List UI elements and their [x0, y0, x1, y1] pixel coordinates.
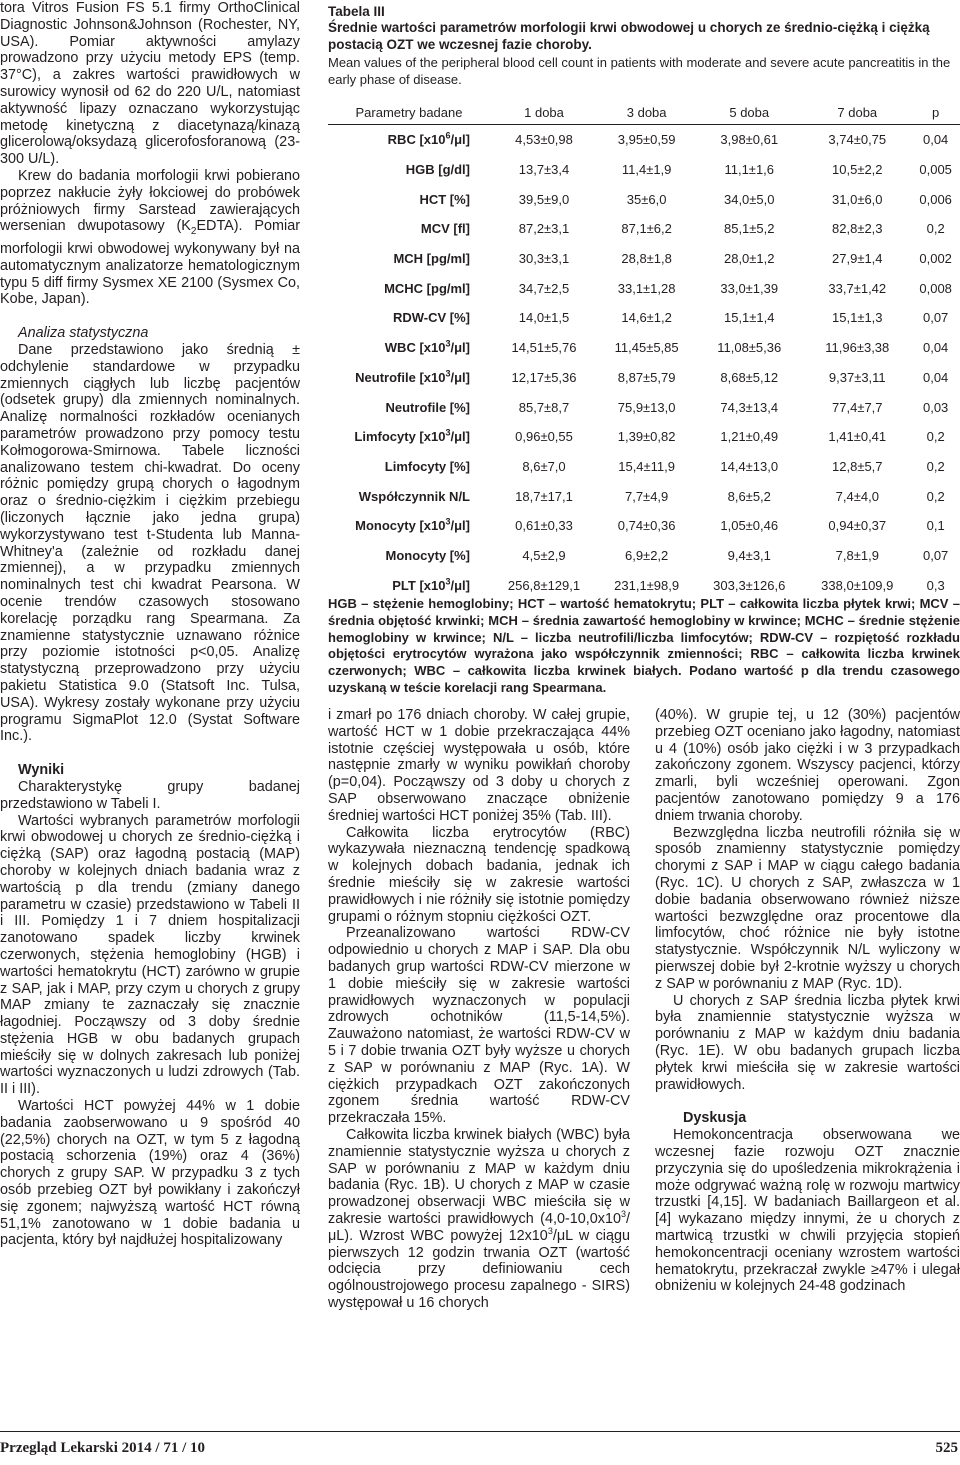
value-cell: 14,6±1,2 [621, 310, 672, 326]
p-value-cell: 0,2 [926, 429, 945, 445]
value-cell: 1,21±0,49 [720, 429, 779, 445]
table-header-row [328, 100, 960, 125]
table-row [328, 214, 960, 244]
p-value-cell: 0,2 [926, 221, 945, 237]
p-value-cell: 0,3 [926, 577, 945, 593]
value-cell: 9,37±3,11 [828, 369, 886, 385]
header-parameter: Parametry badane [355, 104, 463, 120]
value-cell: 0,74±0,36 [617, 518, 676, 534]
table-row [328, 481, 960, 511]
header-day-5: 5 doba [729, 104, 770, 120]
value-cell: 85,1±5,2 [723, 221, 775, 237]
results-heading: Wyniki [18, 762, 65, 779]
value-cell: 7,7±4,9 [624, 488, 669, 504]
table-row [328, 125, 960, 155]
table-label: Tabela III [328, 4, 385, 19]
right-paragraph-3: U chorych z SAP średnia liczba płytek krwi była znamiennie statystycznie wyższa w porównaniu z MAP w każdym dniu badania (Ryc. 1E). W obu badanych grupach liczba płytek krwi mieściła się w zakresie wartości prawidłowych. [655, 992, 960, 1093]
value-cell: 85,7±8,7 [518, 399, 570, 415]
value-cell: 7,8±1,9 [835, 547, 879, 563]
value-cell: 28,8±1,8 [621, 251, 672, 267]
parameter-name-cell: HGB [g/dl] [405, 162, 470, 178]
value-cell: 11,96±3,38 [825, 340, 890, 356]
value-cell: 74,3±13,4 [720, 399, 779, 415]
p-value-cell: 0,005 [919, 162, 952, 178]
value-cell: 87,2±3,1 [518, 221, 570, 237]
stats-paragraph: Dane przedstawiono jako średnią ± odchylenie standardowe w przypadku zmiennych ciągłych lub liczbę pacjentów (odsetek grupy) dla zmiennych nominalnych. Analizę normalności rozkładów ocenianych parametrów prowadzono przy pomocy testu Kołmogorowa-Smirnowa. Tabele liczności analizowano testem chi-kwadrat. Do oceny różnic pomiędzy grupą chorych o łagodnym oraz o średnio-ciężkim i ciężkim przebiegu (liczonych łącznie jako jedna grupa) wykorzystywano test t-Studenta lub Manna-Whitney'a (zależnie od rozkładu danej zmiennej), a w przypadku zmiennych nominalnych test chi kwadrat Pearsona. W ocenie trendów czasowych stosowano korelację porządku rang Spearmana. Za znamienne statystycznie uznawano różnice przy poziomie istotności p<0,05. Analizę statystyczną przeprowadzono przy użyciu pakietu Statistica 9.0 (Statsoft Inc. Tulsa, USA). Wykresy zostały wykonane przy użyciu programu SigmaPlot 12.0 (Systat Software Inc.). [0, 342, 300, 745]
value-cell: 34,0±5,0 [723, 191, 775, 207]
p-value-cell: 0,07 [922, 547, 949, 563]
footer-divider [0, 1431, 960, 1432]
table-title-english: Mean values of the peripheral blood cell count in patients with moderate and severe acute pancreatitis in the early phase of disease. [328, 55, 951, 87]
right-paragraph-1: (40%). W grupie tej, u 12 (30%) pacjentów przebieg OZT oceniano jako łagodny, natomiast u 4 (10%) osób jako ciężki i w 3 przypadkach zakończony zgonem. Wszyscy pacjenci, którzy zmarli, byli wcześniej operowani. Zgon pacjentów zanotowano pomiędzy 9 a 176 dniem trwania choroby. [655, 707, 960, 824]
header-day-7: 7 doba [837, 104, 878, 120]
results-paragraph-2: Wartości wybranych parametrów morfologii krwi obwodowej u chorych ze średnio-ciężką i ciężką (SAP) oraz łagodną postacią (MAP) choroby w kolejnych dniach badania wraz z wartością p dla trendu (zmiany danego parametru w czasie) przedstawiono w Tabeli II i III. Pomiędzy 1 i 7 dniem hospitalizacji zanotowano spadek liczby krwinek czerwonych, stężenia hemoglobiny (HGB) i wartości hematokrytu (HCT) zarówno w grupie z SAP, jak i MAP, przy czym u chorych z grupy MAP zmiany te zaznaczały się znacznie łagodniej. Począwszy od 3 doby średnie stężenia HGB w obu badanych grupach mieściły się w dolnych zakresach lub poniżej wartości wyznaczonych u ludzi zdrowych (Tab. II i III). [0, 812, 300, 1098]
value-cell: 30,3±3,1 [518, 251, 570, 267]
methods-intro-paragraph: tora Vitros Fusion FS 5.1 firmy OrthoClinical Diagnostic Johnson&Johnson (Rochester, NY, USA). Pomiar aktywności amylazy prowadzono przy użyciu metody EPS (temp. 37°C), a zakres wartości prawidłowych w surowicy wynosił od 62 do 220 U/L, natomiast aktywność lipazy oznaczano wykorzystując metodę kinetyczną z diacetynazą/kinazą glicerolową/oksydazą glicerofosforanową (23-300 U/L). [0, 0, 300, 168]
p-value-cell: 0,006 [919, 191, 952, 207]
value-cell: 15,4±11,9 [618, 458, 676, 474]
value-cell: 3,98±0,61 [720, 132, 779, 148]
value-cell: 1,39±0,82 [617, 429, 676, 445]
value-cell: 4,5±2,9 [522, 547, 566, 563]
blood-count-table [328, 100, 960, 600]
table-row [328, 333, 960, 363]
parameter-name-cell: Limfocyty $[x10^3/\mu l]$ [354, 427, 470, 445]
value-cell: 33,7±1,42 [828, 280, 887, 296]
value-cell: 35±6,0 [626, 191, 667, 207]
value-cell: 7,4±4,0 [835, 488, 879, 504]
blood-sampling-paragraph: Krew do badania morfologii krwi pobierano poprzez nakłucie żyły łokciowej do probówek próżniowych firmy Sarstead zawierających wersenian dwupotasowy $(K_2EDTA)$. Pomiar morfologii krwi obwodowej wykonywany był na automatycznym analizatorze hematologicznym typu 5 diff firmy Sysmex XE 2100 (Sysmex Co, Kobe, Japan). [0, 167, 300, 308]
stats-heading: Analiza statystyczna [18, 325, 149, 342]
table-row [328, 184, 960, 214]
parameter-name-cell: Monocyty $[x10^3/\mu l]$ [355, 516, 470, 534]
table-row [328, 155, 960, 185]
parameter-name-cell: RBC $[x10^6/\mu l]$ [387, 131, 470, 148]
table-row [328, 273, 960, 303]
p-value-cell: 0,2 [926, 458, 945, 474]
middle-paragraph-1: i zmarł po 176 dniach choroby. W całej grupie, wartość HCT w 1 dobie przekraczająca 44% istotnie częściej występowała u osób, które następnie zmarły w wyniku powikłań choroby (p=0,04). Począwszy od 3 doby u chorych z SAP obserwowano znaczące obniżenie średniej wartości HCT poniżej 35% (Tab. III). [328, 707, 630, 824]
page-number: 525 [935, 1440, 958, 1456]
value-cell: 4,53±0,98 [515, 132, 573, 148]
p-value-cell: 0,008 [919, 280, 952, 296]
value-cell: 77,4±7,7 [832, 399, 883, 415]
value-cell: 1,05±0,46 [720, 518, 779, 534]
parameter-name-cell: PLT $[x10^3/\mu l]$ [392, 576, 470, 593]
parameter-name-cell: MCHC [pg/ml] [384, 280, 470, 296]
journal-citation: Przegląd Lekarski 2014 / 71 / 10 [0, 1440, 205, 1456]
value-cell: 338,0±109,9 [821, 577, 894, 593]
discussion-heading: Dyskusja [683, 1110, 747, 1127]
table-row [328, 452, 960, 482]
value-cell: 11,1±1,6 [724, 162, 775, 178]
p-value-cell: 0,002 [919, 251, 952, 267]
table-row [328, 422, 960, 452]
value-cell: 13,7±3,4 [518, 162, 570, 178]
value-cell: 75,9±13,0 [617, 399, 676, 415]
parameter-name-cell: Limfocyty [%] [384, 458, 470, 474]
value-cell: 256,8±129,1 [507, 577, 581, 593]
value-cell: 11,4±1,9 [621, 162, 672, 178]
value-cell: 82,8±2,3 [832, 221, 883, 237]
value-cell: 18,7±17,1 [515, 488, 573, 504]
value-cell: 27,9±1,4 [832, 251, 883, 267]
value-cell: 3,74±0,75 [828, 132, 887, 148]
discussion-paragraph-1: Hemokoncentracja obserwowana we wczesnej fazie rozwoju OZT znacznie przyczynia się do upośledzenia mikrokrążenia i może odgrywać ważną rolę w rozwoju martwicy trzustki [4,15]. W badaniach Baillargeon et al. [4] wykazano między innymi, że u chorych z martwicą trzustki w chwili przyjęcia stopień hemokoncentracji oceniany wzrostem wartości hematokrytu, przekraczał zwykle ≥47% i ulegał obniżeniu w kolejnych 24-48 godzinach [655, 1127, 960, 1295]
value-cell: 11,08±5,36 [717, 340, 782, 356]
value-cell: 11,45±5,85 [614, 340, 679, 356]
value-cell: 33,1±1,28 [617, 280, 676, 296]
parameter-name-cell: Monocyty [%] [385, 547, 470, 563]
p-value-cell: 0,07 [922, 310, 949, 326]
value-cell: 12,17±5,36 [511, 369, 577, 385]
value-cell: 39,5±9,0 [518, 191, 570, 207]
value-cell: 31,0±6,0 [832, 191, 883, 207]
table-title: Średnie wartości parametrów morfologii krwi obwodowej u chorych ze średnio-ciężką i ciężką postacią OZT we wczesnej fazie choroby. [328, 20, 930, 52]
results-paragraph-1: Charakterystykę grupy badanej przedstawiono w Tabeli I. [0, 778, 300, 812]
table-row [328, 392, 960, 422]
left-text-column [0, 0, 300, 1249]
parameter-name-cell: MCV [fl] [420, 221, 470, 237]
p-value-cell: 0,1 [926, 518, 945, 534]
value-cell: 6,9±2,2 [624, 547, 669, 563]
value-cell: 0,96±0,55 [515, 429, 573, 445]
p-value-cell: 0,04 [922, 340, 949, 356]
p-value-cell: 0,04 [922, 132, 949, 148]
parameter-name-cell: HCT [%] [419, 191, 470, 207]
parameter-name-cell: MCH [pg/ml] [393, 251, 470, 267]
value-cell: 14,0±1,5 [518, 310, 570, 326]
value-cell: 34,7±2,5 [518, 280, 570, 296]
value-cell: 3,95±0,59 [617, 132, 676, 148]
middle-paragraph-4: Całkowita liczba krwinek białych (WBC) była znamiennie statystycznie wyższa u chorych z SAP w porównaniu z MAP w każdym dniu badania (Ryc. 1B). U chorych z MAP w czasie prowadzonej obserwacji WBC mieściła się w zakresie wartości prawidłowych $(4,0-10,0x10^3/\mu L)$. Wzrost WBC powyżej $12x10^3/\mu L$ w ciągu pierwszych 12 godzin trwania OZT (wartość odcięcia przy definiowaniu cech ogólnoustrojowego procesu zapalnego - SIRS) występował u 16 chorych [328, 1126, 630, 1311]
table-row [328, 541, 960, 571]
table-row [328, 244, 960, 274]
value-cell: 8,87±5,79 [617, 369, 676, 385]
value-cell: 9,4±3,1 [727, 547, 771, 563]
value-cell: 15,1±1,4 [723, 310, 775, 326]
value-cell: 8,6±7,0 [522, 458, 566, 474]
table-row [328, 511, 960, 541]
middle-paragraph-2: Całkowita liczba erytrocytów (RBC) wykazywała nieznaczną tendencję spadkową w kolejnych dobach badania, jednak ich średnie mieściły się w zakresie wartości prawidłowych i nie różniły się istotnie pomiędzy grupami o różnym stopniu ciężkości OZT. [328, 824, 630, 925]
value-cell: 14,51±5,76 [511, 340, 577, 356]
parameter-name-cell: Neutrofile [%] [385, 399, 470, 415]
results-paragraph-3: Wartości HCT powyżej 44% w 1 dobie badania zaobserwowano u 9 spośród 40 (22,5%) chorych na OZT, w tym 5 z łagodną postacią schorzenia (19%) oraz 4 (36%) chorych z grupy SAP. W przypadku 3 z tych osób przebieg OZT był powikłany i zakończył się zgonem; najwyższą wartość HCT równą 51,1% zanotowano w 1 dobie badania u pacjenta, który był najdłużej hospitalizowany [0, 1098, 300, 1249]
value-cell: 0,61±0,33 [515, 518, 573, 534]
value-cell: 10,5±2,2 [832, 162, 883, 178]
header-day-1: 1 doba [524, 104, 564, 120]
right-paragraph-2: Bezwzględna liczba neutrofili różniła się w sposób znamienny statystycznie pomiędzy chorymi z SAP i MAP w ciągu całego badania (Ryc. 1C). U chorych z SAP, zwłaszcza w 1 dobie badania obserwowano również niższe wartości bezwzględne oraz procentowe dla limfocytów, choć różnice nie były istotne statystycznie. Współczynnik N/L wyliczony w pierwszej dobie był 2-krotnie wyższy u chorych z SAP w porównaniu z MAP (Ryc. 1D). [655, 824, 960, 992]
value-cell: 231,1±98,9 [614, 577, 680, 593]
p-value-cell: 0,2 [926, 488, 945, 504]
parameter-name-cell: Neutrofile $[x10^3/\mu l]$ [355, 368, 470, 385]
value-cell: 303,3±126,6 [713, 577, 786, 593]
header-day-3: 3 doba [626, 104, 667, 120]
value-cell: 28,0±1,2 [723, 251, 775, 267]
right-text-column [655, 707, 960, 1295]
table-row [328, 363, 960, 393]
value-cell: 14,4±13,0 [720, 458, 779, 474]
middle-paragraph-3: Przeanalizowano wartości RDW-CV odpowiednio u chorych z MAP i SAP. Dla obu badanych grup wartości RDW-CV mierzone w 1 dobie mieściły się w zakresie wartości prawidłowych wyznaczonych w populacji zdrowych ochotników (11,5-14,5%). Zauważono natomiast, że wartości RDW-CV w 5 i 7 dobie trwania OZT były wyższe u chorych z SAP w porównaniu z MAP (Ryc. 1A). W ciężkich przypadkach OZT zakończonych zgonem średnia wartość RDW-CV przekraczała 15%. [328, 925, 630, 1127]
value-cell: 33,0±1,39 [720, 280, 779, 296]
p-value-cell: 0,04 [922, 369, 949, 385]
value-cell: 8,6±5,2 [727, 488, 771, 504]
value-cell: 87,1±6,2 [621, 221, 672, 237]
p-value-cell: 0,03 [922, 399, 949, 415]
parameter-name-cell: WBC $[x10^3/\mu l]$ [384, 338, 470, 356]
parameter-name-cell: Współczynnik N/L [358, 488, 470, 504]
table-row [328, 303, 960, 333]
parameter-name-cell: RDW-CV [%] [392, 310, 470, 326]
table-legend: HGB – stężenie hemoglobiny; HCT – wartość hematokrytu; PLT – całkowita liczba płytek krwi; MCV – średnia objętość krwinki; MCH – średnia zawartość hemoglobiny w krwince; MCHC – średnie stężenie hemoglobiny w krwince; N/L – liczba neutrofili/liczba limfocytów; RDW-CV – rozpiętość rozkładu objętości erytrocytów wyrażona jako współczynnik zmienności; RBC – całkowita liczba krwinek czerwonych; WBC – całkowita liczba krwinek białych. Podano wartość p dla trendu czasowego uzyskaną w teście korelacji rang Spearmana. [328, 596, 960, 695]
value-cell: 0,94±0,37 [828, 518, 887, 534]
middle-text-column [328, 707, 630, 1312]
value-cell: 15,1±1,3 [832, 310, 883, 326]
value-cell: 1,41±0,41 [828, 429, 887, 445]
header-p-value: p [932, 104, 940, 120]
table-caption [328, 4, 960, 88]
value-cell: 8,68±5,12 [720, 369, 779, 385]
value-cell: 12,8±5,7 [832, 458, 883, 474]
